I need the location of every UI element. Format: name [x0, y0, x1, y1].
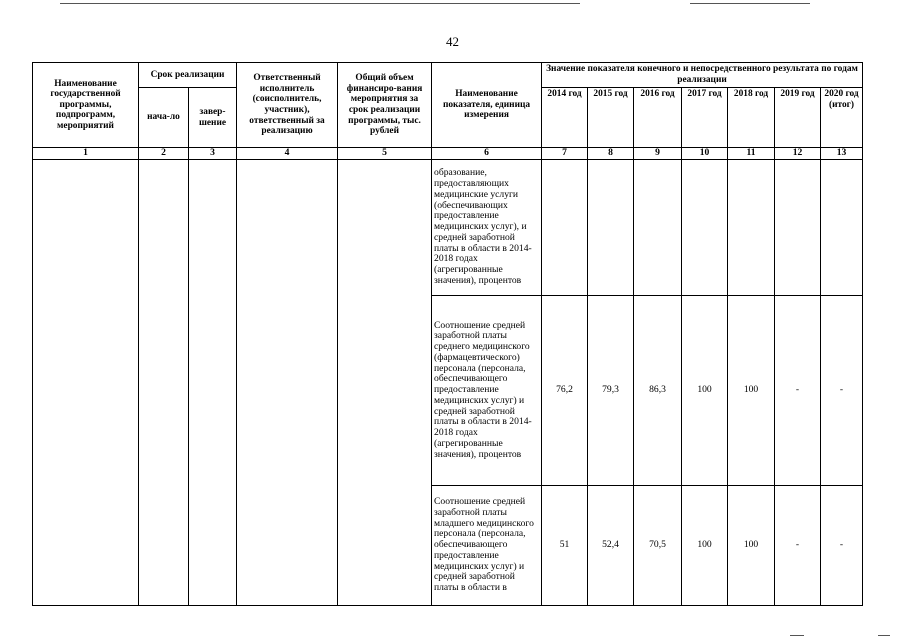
value-cell: 100	[682, 296, 728, 486]
page-number: 42	[446, 34, 459, 49]
value-cell	[588, 160, 634, 296]
end-cell	[189, 160, 237, 606]
value-cell	[821, 160, 863, 296]
table-row	[33, 160, 863, 296]
value-cell: -	[821, 486, 863, 606]
value-cell: -	[821, 296, 863, 486]
column-number: 9	[634, 148, 682, 160]
header-year-2020: 2020 год (итог)	[821, 88, 863, 148]
value-cell: 52,4	[588, 486, 634, 606]
value-cell: 86,3	[634, 296, 682, 486]
scan-edge-bottom-right	[790, 635, 804, 636]
value-cell: 70,5	[634, 486, 682, 606]
indicator-cell: Соотношение средней заработной платы среднего медицинского (фармацевтического) персонала (персонала, обеспечивающего предоставление медицинских услуг) и средней заработной платы в области в 2014-2018 годах (агрегированные значения), процентов	[432, 296, 542, 486]
column-number: 5	[338, 148, 432, 160]
value-cell	[775, 160, 821, 296]
value-cell: 100	[728, 296, 775, 486]
executor-cell	[237, 160, 338, 606]
value-cell: 100	[682, 486, 728, 606]
header-executor: Ответственный исполнитель (соисполнитель, участник), ответственный за реализацию	[237, 63, 338, 148]
value-cell: 79,3	[588, 296, 634, 486]
column-number: 7	[542, 148, 588, 160]
value-cell: 100	[728, 486, 775, 606]
column-number: 12	[775, 148, 821, 160]
volume-cell	[338, 160, 432, 606]
column-number: 8	[588, 148, 634, 160]
value-cell	[542, 160, 588, 296]
value-cell	[682, 160, 728, 296]
indicator-cell: Соотношение средней заработной платы младшего медицинского персонала (персонала, обеспечивающего предоставление медицинских услуг) и средней заработной платы в области в	[432, 486, 542, 606]
header-end: завер-шение	[189, 88, 237, 148]
column-number: 11	[728, 148, 775, 160]
indicator-cell: образование, предоставляющих медицинские услуги (обеспечивающих предоставление медицинских услуг), и средней заработной платы в области в 2014-2018 годах (агрегированные значения), процентов	[432, 160, 542, 296]
header-name: Наименование государственной программы, подпрограмм, мероприятий	[33, 63, 139, 148]
header-volume: Общий объем финансиро-вания мероприятия за срок реализации программы, тыс. рублей	[338, 63, 432, 148]
header-row-1	[33, 63, 863, 88]
value-cell	[728, 160, 775, 296]
header-year-2019: 2019 год	[775, 88, 821, 148]
value-cell	[634, 160, 682, 296]
value-cell: -	[775, 296, 821, 486]
program-name-cell	[33, 160, 139, 606]
header-year-2015: 2015 год	[588, 88, 634, 148]
column-number: 6	[432, 148, 542, 160]
header-year-2017: 2017 год	[682, 88, 728, 148]
column-number: 13	[821, 148, 863, 160]
scan-edge-top-left	[60, 3, 580, 4]
scan-edge-top-right	[690, 3, 810, 4]
value-cell: -	[775, 486, 821, 606]
scan-edge-bottom-far-right	[878, 635, 890, 636]
start-cell	[139, 160, 189, 606]
value-cell: 51	[542, 486, 588, 606]
header-year-2014: 2014 год	[542, 88, 588, 148]
header-start: нача-ло	[139, 88, 189, 148]
column-number: 10	[682, 148, 728, 160]
column-number: 1	[33, 148, 139, 160]
header-year-2018: 2018 год	[728, 88, 775, 148]
value-cell: 76,2	[542, 296, 588, 486]
header-term: Срок реализации	[139, 63, 237, 88]
header-values-group: Значение показателя конечного и непосредственного результата по годам реализации	[542, 63, 863, 88]
program-table	[32, 62, 863, 606]
column-number: 4	[237, 148, 338, 160]
header-year-2016: 2016 год	[634, 88, 682, 148]
column-number: 2	[139, 148, 189, 160]
header-indicator: Наименование показателя, единица измерения	[432, 63, 542, 148]
column-number-row	[33, 148, 863, 160]
column-number: 3	[189, 148, 237, 160]
